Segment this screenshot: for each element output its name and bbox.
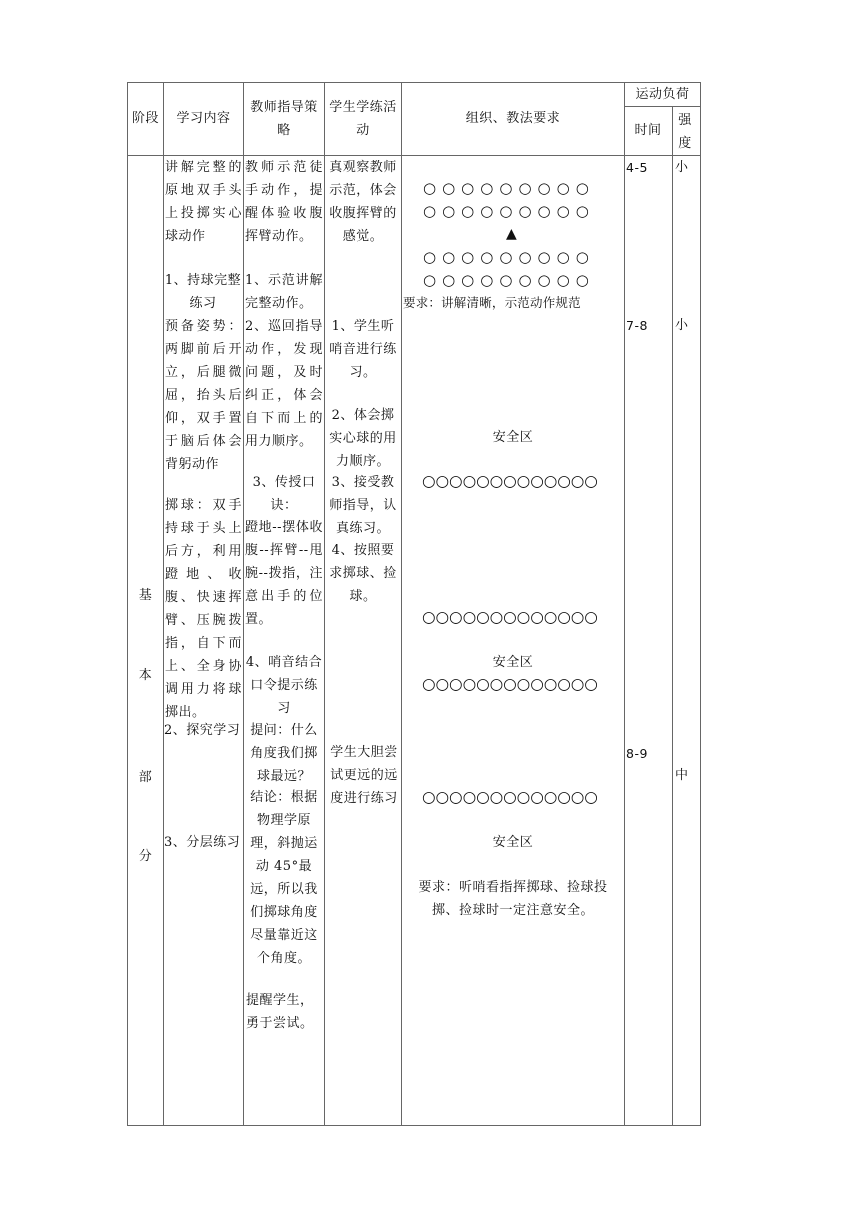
teacher-p3: 3、传授口诀： [252, 475, 316, 513]
teacher-position-triangle: ▲ [506, 226, 517, 242]
col-divider-3 [324, 82, 325, 1126]
formation-row-2: ○○○○○○○○○ [423, 202, 595, 220]
content-throw: 掷球：双手持球于头上后方，利用蹬地、收腹、快速挥臂、压腕拨指，自下而上、全身协调用力将球掷出。 [165, 498, 242, 720]
teacher-p1: 1、示范讲解完整动作。 [245, 273, 323, 311]
stage-char-3: 部 [138, 770, 153, 785]
formation-row-1: ○○○○○○○○○ [423, 179, 595, 197]
header-load: 运动负荷 [635, 87, 690, 102]
student-p3: 3、接受教师指导，认真练习。 [329, 475, 397, 536]
safe-zone-label-2: 安全区 [492, 655, 534, 670]
formation-row-4: ○○○○○○○○○ [423, 271, 595, 289]
intensity-1: 小 [675, 160, 689, 175]
col-divider-1 [163, 82, 164, 1126]
content-item2: 2、探究学习 [164, 723, 241, 738]
table-border-top [127, 82, 701, 83]
org-requirement-1: 要求：讲解清晰，示范动作规范 [403, 295, 581, 310]
throwing-line-1: ○○○○○○○○○○○○○ [422, 472, 598, 490]
student-p1: 1、学生听哨音进行练习。 [329, 319, 397, 380]
student-p4: 4、按照要求掷球、捡球。 [329, 543, 397, 604]
stage-char-4: 分 [138, 849, 153, 864]
formation-row-3: ○○○○○○○○○ [423, 248, 595, 266]
time-2: 7-8 [626, 318, 648, 333]
teacher-p7: 提醒学生，勇于尝试。 [246, 993, 314, 1031]
time-3: 8-9 [626, 746, 648, 761]
header-teacher: 教师指导策略 [250, 100, 318, 138]
safe-zone-label-1: 安全区 [492, 430, 534, 445]
col-divider-5 [624, 82, 625, 1126]
lesson-plan-table [127, 82, 701, 1126]
header-org: 组织、教法要求 [465, 111, 561, 126]
student-p2: 2、体会掷实心球的用力顺序。 [329, 408, 397, 469]
intensity-2: 小 [675, 318, 689, 333]
teacher-p5: 提问：什么角度我们掷球最远？ [250, 723, 318, 784]
table-border-right [700, 82, 701, 1126]
throwing-line-4: ○○○○○○○○○○○○○ [422, 788, 598, 806]
stage-char-2: 本 [138, 668, 153, 683]
throwing-line-2: ○○○○○○○○○○○○○ [422, 608, 598, 626]
header-time: 时间 [634, 123, 662, 138]
content-item1-body: 预备姿势：两脚前后开立，后腿微屈，抬头后仰，双手置于脑后体会背躬动作 [165, 319, 242, 472]
teacher-p6: 结论：根据物理学原理，斜抛运动 45°最远，所以我们掷球角度尽量靠近这个角度。 [250, 790, 318, 966]
col-divider-4 [401, 82, 402, 1126]
header-content: 学习内容 [176, 111, 231, 126]
content-item1-title: 1、持球完整练习 [164, 273, 242, 311]
org-requirement-2: 要求：听哨看指挥掷球、捡球投掷、捡球时一定注意安全。 [418, 880, 608, 918]
col-divider-6 [672, 106, 673, 1126]
student-p5: 学生大胆尝试更远的远度进行练习 [330, 745, 398, 806]
teacher-p4: 4、哨音结合口令提示练习 [245, 655, 323, 716]
content-item3: 3、分层练习 [164, 835, 241, 850]
teacher-p0: 教师示范徒手动作，提醒体验收腹挥臂动作。 [245, 160, 323, 244]
safe-zone-label-3: 安全区 [492, 835, 534, 850]
header-stage: 阶段 [131, 111, 159, 126]
teacher-p2: 2、巡回指导动作，发现问题，及时纠正，体会自下而上的用力顺序。 [245, 319, 323, 449]
col-divider-2 [243, 82, 244, 1126]
header-intensity: 强度 [678, 113, 692, 151]
header-student: 学生学练活动 [329, 100, 397, 138]
content-intro: 讲解完整的原地双手头上投掷实心球动作 [165, 160, 242, 244]
stage-char-1: 基 [138, 588, 153, 603]
load-subheader-divider [624, 106, 701, 107]
teacher-p3b: 蹬地--摆体收腹--挥臂--甩腕--拨指，注意出手的位置。 [245, 520, 323, 627]
time-1: 4-5 [626, 160, 648, 175]
table-border-bottom [127, 1125, 701, 1126]
intensity-3: 中 [675, 768, 689, 783]
student-p0: 真观察教师示范，体会收腹挥臂的感觉。 [329, 160, 397, 244]
throwing-line-3: ○○○○○○○○○○○○○ [422, 675, 598, 693]
